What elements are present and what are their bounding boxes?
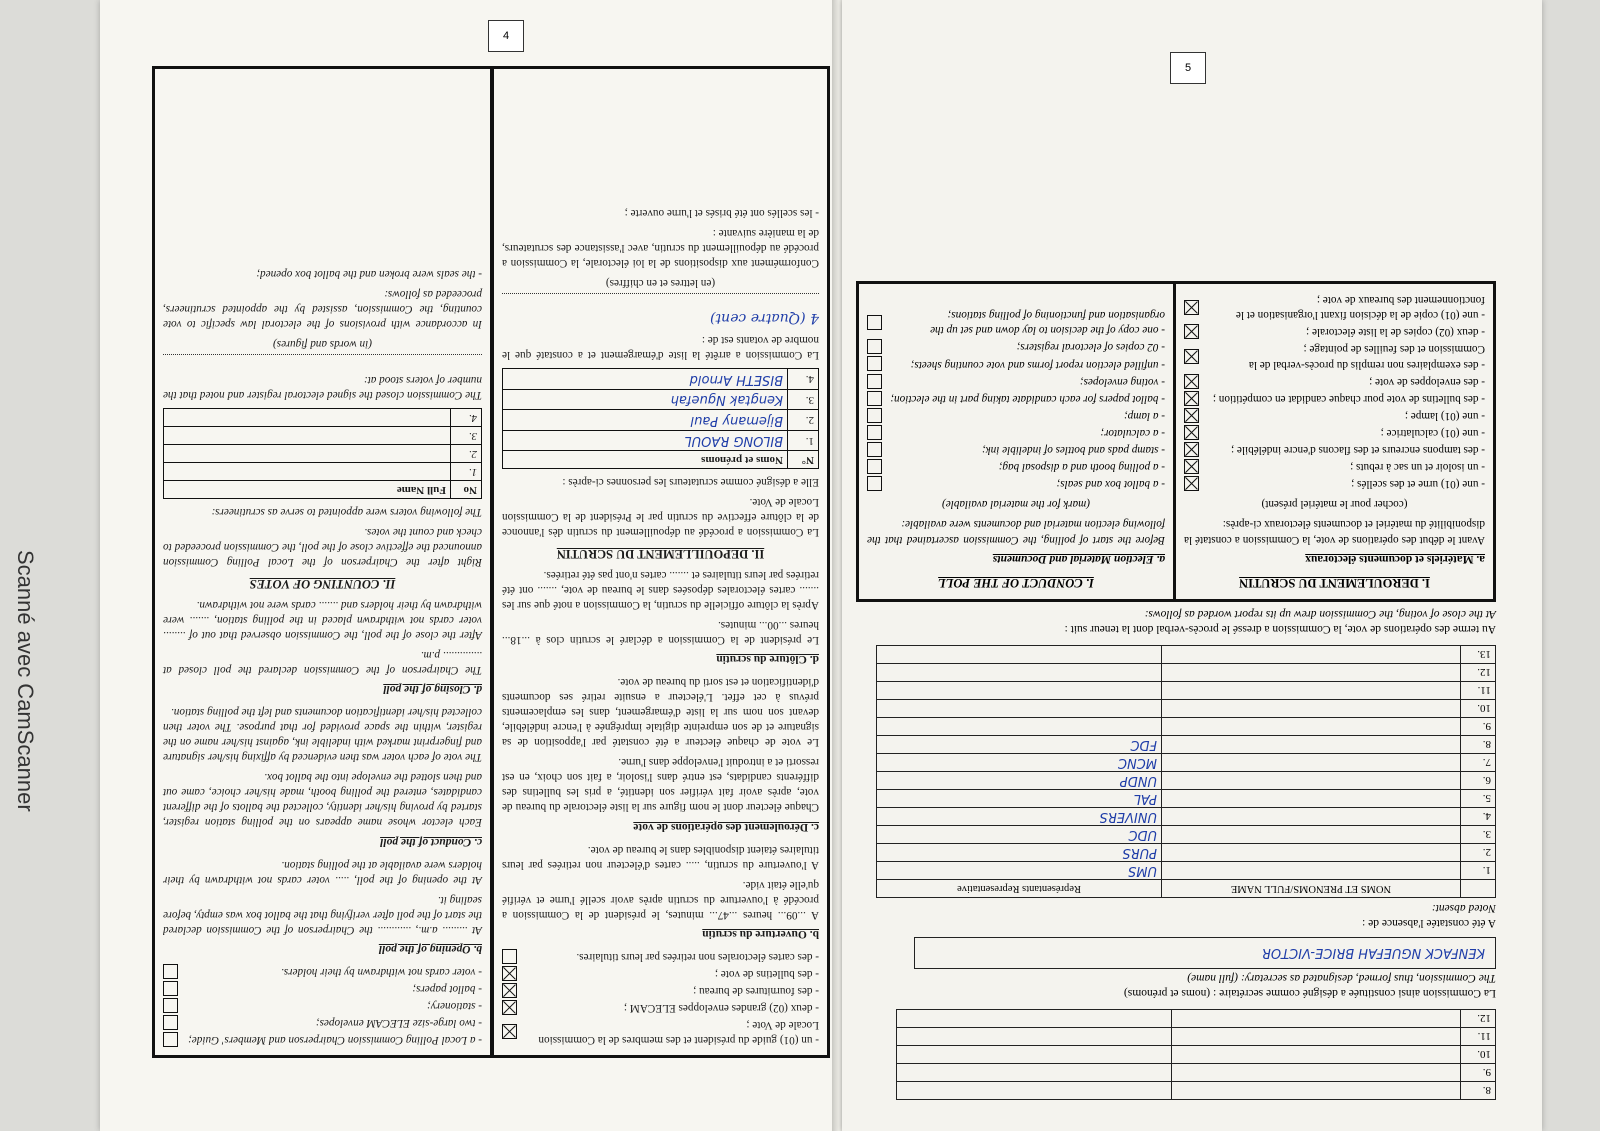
section-b-text2-en: At the opening of the poll, ..... voter cards not withdrawn by their holders were available at the polling station. (163, 858, 482, 886)
material-subtitle-fr: a. Matériels et documents électoraux (1305, 553, 1485, 566)
checkbox[interactable] (1184, 349, 1199, 364)
material-fr-item-label: - des tampons encreurs et des flacons d'encre indélébile ; (1231, 444, 1485, 457)
scrutineer-name (164, 445, 451, 463)
material-en-item-label: - unfilled election report forms and vote counting sheets; (910, 358, 1165, 371)
row-number: 2. (451, 445, 482, 463)
member-role-cell (897, 1064, 1172, 1082)
material-fr-item-label: - un isoloir et un sac à rebuts ; (1350, 461, 1485, 474)
col-representative: Représentants Representative (877, 880, 1162, 898)
members-table-continued (896, 1009, 1496, 1100)
opening-material-fr-item-label: - un (01) guide du président et des membres de la Commission Locale de Vote ; (538, 1019, 819, 1046)
opening-material-fr-item (502, 949, 819, 964)
scrutineers-table-en (163, 408, 482, 499)
checkbox[interactable] (1184, 324, 1199, 339)
scrutineer-row (503, 410, 819, 430)
material-checklist-fr (1184, 292, 1485, 491)
checkbox[interactable] (867, 339, 882, 354)
representative-row (877, 646, 1496, 664)
material-fr-item-label: - une (01) calculatrice ; (1380, 426, 1485, 439)
representative-row (877, 790, 1496, 808)
checkbox[interactable] (502, 1000, 517, 1015)
scrutineer-name: BILONG RAOUL (503, 430, 788, 450)
member-role-cell (897, 1010, 1172, 1028)
section-d-text2-en: After the close of the poll, the Commission observed that out of ........ voter cards not withdrawn placed in the polling station, ....... were withdrawn by their holders and ....... cards were not withdrawn. (163, 598, 482, 641)
watermark-text: Scanné avec CamScanner (13, 550, 38, 812)
section-b-text-fr: A ...09... heures ...47... minutes, le président de la Commission a procédé à l'ouverture du scrutin après avoir scellé l'urne et vérifié qu'elle était vide. (502, 878, 819, 921)
checkbox[interactable] (867, 374, 882, 389)
representative-party (877, 682, 1162, 700)
counting-text3-en: In accordance with provisions of the electoral law specific to vote counting, the Commission, assisted by the appointed scrutineers, proceeded as follows: (163, 288, 482, 331)
representative-name-cell (1162, 754, 1461, 772)
member-row (897, 1064, 1496, 1082)
representative-name-cell (1162, 826, 1461, 844)
section-c-text2-fr: Le vote de chaque électeur a été constaté par l'apposition de sa signature et de son empreinte digitale imprégnée à l'encre indélébile, devant son nom sur la liste d'émargement, dans les emplacements prévus à cet effet. L'électeur a ensuite retiré ses documents d'identification et est sorti du bureau de vote. (502, 676, 819, 749)
opening-material-fr-item (502, 983, 819, 998)
scrutineer-name: Bijemany Paul (503, 410, 788, 430)
material-en-item (867, 408, 1165, 423)
scrutineer-name (164, 427, 451, 445)
opening-material-list-en (163, 964, 482, 1047)
material-en-item (867, 459, 1165, 474)
secretary-name-box (914, 937, 1496, 969)
representative-row (877, 772, 1496, 790)
row-number: 1. (788, 430, 819, 450)
english-column (152, 66, 491, 1058)
representative-party: FDC (877, 736, 1162, 754)
material-en-item (867, 476, 1165, 491)
material-fr-item (1184, 476, 1485, 491)
opening-material-fr-item-label: - des fournitures de bureau ; (693, 985, 819, 997)
dotted-line (163, 354, 482, 367)
checkbox[interactable] (1184, 459, 1199, 474)
row-number: 12. (1461, 664, 1496, 682)
section-d-text-fr: Le président de la Commission a déclaré le scrutin clos à ...18... heures ...00... minutes. (502, 618, 819, 646)
row-number: 1. (451, 463, 482, 481)
representative-row (877, 736, 1496, 754)
material-fr-item (1184, 459, 1485, 474)
opening-material-en-item-label: - stationery; (427, 1000, 482, 1012)
secretary-label-fr: La Commission ainsi constituée a désigné comme secrétaire : (noms et prénoms) (1123, 987, 1496, 999)
scrutineer-name (164, 463, 451, 481)
conduct-french-column (1176, 284, 1493, 599)
row-number: 10. (1461, 700, 1496, 718)
col-full-name: NOMS ET PRENOMS/FULL NAME (1162, 880, 1461, 898)
counting-text2-fr: Elle a désigné comme scrutateurs les personnes ci-après : (562, 476, 819, 489)
member-name-cell (1172, 1082, 1461, 1100)
section-b-title-fr: b. Ouverture du scrutin (702, 928, 819, 940)
representative-row (877, 718, 1496, 736)
representative-party: MCNC (877, 754, 1162, 772)
representative-party: PAL (877, 790, 1162, 808)
representative-name-cell (1162, 790, 1461, 808)
checkbox[interactable] (867, 356, 882, 371)
opening-material-en-item-label: - two large-size ELECAM envelopes; (315, 1017, 482, 1029)
col-number: No (451, 481, 482, 499)
opening-material-fr-item (502, 1017, 819, 1047)
section-d-text2-fr: Après la clôture officielle du scrutin, la Commission a noté que sur les ....... cartes électorales déposées dans le bureau de vote, ....... ont été retirées par leurs titulaires et ....... cartes n'ont pas été retirées. (502, 568, 819, 611)
voters-count-label-fr: La Commission a arrêté la liste d'émargement et a constaté que le nombre de votants est de : (502, 334, 819, 362)
row-number: 12. (1461, 1010, 1496, 1028)
checkbox[interactable] (1184, 476, 1199, 491)
scrutineer-row (164, 409, 482, 427)
section-c-text-fr: Chaque électeur dont le nom figure sur la liste électorale du bureau de vote, après avoir fait vérifier son identité, a pris les bulletins des différents candidats, est entré dans l'isoloir, a fait son choix, en est ressorti et a introduit l'enveloppe dans l'urne. (502, 756, 819, 814)
material-fr-item-label: - une (01) copie de la décision fixant l'organisation et le fonctionnement des bureaux de vote ; (1235, 294, 1485, 322)
material-en-item-label: - a ballot box and seals; (1056, 478, 1165, 491)
material-en-item-label: - a lamp; (1123, 409, 1165, 422)
opening-material-fr-item-label: - des cartes électorales non retirées par leurs titulaires. (576, 951, 819, 963)
scrutineer-row (503, 369, 819, 389)
row-number: 3. (788, 389, 819, 409)
representative-row (877, 844, 1496, 862)
opening-material-list-fr (502, 949, 819, 1047)
material-en-item-label: - a calculator; (1100, 426, 1165, 439)
opening-material-en-item (163, 998, 482, 1013)
representative-party (877, 646, 1162, 664)
opening-material-fr-item-label: - des bulletins de vote ; (714, 968, 819, 980)
right-page-flow (856, 281, 1496, 1100)
checkbox[interactable] (867, 315, 882, 330)
checkbox[interactable] (867, 408, 882, 423)
material-fr-item (1184, 324, 1485, 339)
material-fr-item (1184, 374, 1485, 389)
checkbox[interactable] (163, 981, 178, 996)
dotted-line (502, 293, 819, 306)
material-checklist-en (867, 307, 1165, 491)
section-b-text-en: At ......... a.m., ............ the Chairperson of the Commission declared the start of the poll after verifying that the ballot box was empty, before sealing it. (162, 893, 482, 936)
material-fr-item-label: - des enveloppes de vote ; (1369, 375, 1485, 388)
report-intro-en: At the close of voting, the Commission drew up its report worded as follows: (1144, 608, 1496, 620)
representative-row (877, 700, 1496, 718)
checkbox[interactable] (1184, 425, 1199, 440)
voters-count-label-en: The Commission closed the signed electoral register and noted that the number of voters stood at: (163, 374, 482, 402)
checkbox[interactable] (1184, 391, 1199, 406)
member-name-cell (1172, 1010, 1461, 1028)
col-number: N° (788, 451, 819, 469)
row-number: 9. (1461, 1064, 1496, 1082)
material-fr-item-label: - des exemplaires non remplis du procès-verbal de la Commission et des feuilles de pointage ; (1248, 343, 1485, 371)
section-b-text2-fr: A l'ouverture du scrutin, ..... cartes d'électeur non retirées par leurs titulaires étaient disponibles dans le bureau de vote. (502, 843, 819, 871)
material-en-item (867, 374, 1165, 389)
report-intro-fr: Au terme des opérations de vote, la Commission a dressé le procès-verbal dont la teneur suit : (1064, 623, 1496, 635)
material-en-item-label: - a polling booth and a disposal bag; (998, 461, 1165, 474)
material-intro-en: Before the start of polling, the Commission ascertained that the following election material and documents were available: (867, 518, 1165, 546)
row-number: 7. (1461, 754, 1496, 772)
checkbox[interactable] (502, 983, 517, 998)
absent-representatives-table (876, 645, 1496, 898)
material-en-item (867, 442, 1165, 457)
representative-name-cell (1162, 682, 1461, 700)
representative-party: UNIVERS (877, 808, 1162, 826)
row-number: 11. (1461, 682, 1496, 700)
material-en-item (867, 425, 1165, 440)
opening-material-en-item-label: - ballot papers; (412, 983, 482, 995)
scrutineer-row (164, 427, 482, 445)
material-en-item-label: - stamp pads and bottles of indelible ink; (981, 444, 1165, 457)
representative-row (877, 862, 1496, 880)
section-d-title-fr: d. Clôture du scrutin (716, 653, 819, 666)
representative-party (877, 700, 1162, 718)
representative-row (877, 664, 1496, 682)
counting-text3-fr: Conformément aux dispositions de la loi électorale, la Commission a procédé au dépouillement du scrutin, avec l'assistance des scrutateurs, de la manière suivante : (502, 226, 819, 269)
checkbox[interactable] (867, 476, 882, 491)
material-fr-item (1184, 408, 1485, 423)
material-fr-item (1184, 391, 1485, 406)
col-names: Full Name (164, 481, 451, 499)
material-intro-fr: Avant le début des opérations de vote, la Commission a constaté la disponibilité du matériel et documents électoraux ci-après: (1184, 518, 1485, 546)
material-en-item-label: - 02 copies of electoral registers; (1016, 341, 1165, 354)
representative-name-cell (1162, 844, 1461, 862)
checkbox[interactable] (502, 966, 517, 981)
counting-text-fr: La Commission a procédé au dépouillement du scrutin dès l'annonce de la clôture effective du scrutin par le Président de la Commission Locale de Vote. (502, 496, 819, 539)
conduct-title-en: I. CONDUCT OF THE POLL (938, 576, 1094, 590)
material-fr-item-label: - une (01) lampe ; (1404, 409, 1485, 422)
checkbox[interactable] (867, 391, 882, 406)
col-names: Noms et prénoms (503, 451, 788, 469)
section-c-title-fr: c. Déroulement des opérations de vote (633, 820, 819, 833)
representative-row (877, 808, 1496, 826)
opening-material-en-item (163, 1015, 482, 1030)
representative-row (877, 682, 1496, 700)
checkbox[interactable] (502, 1025, 517, 1040)
row-number: 1. (1461, 862, 1496, 880)
representative-name-cell (1162, 736, 1461, 754)
material-fr-item-label: - des bulletins de vote pour chaque candidat en compétition ; (1212, 392, 1485, 405)
section-b-title-en: b. Opening of the poll (378, 943, 482, 955)
left-page-content (152, 66, 830, 1058)
representative-row (877, 826, 1496, 844)
representative-name-cell (1162, 664, 1461, 682)
representative-party: UMS (877, 862, 1162, 880)
member-name-cell (1172, 1028, 1461, 1046)
voters-count-hint-fr: (en lettres et en chiffres) (605, 276, 716, 289)
member-row (897, 1046, 1496, 1064)
conduct-of-poll-box (856, 281, 1496, 602)
section-d-title-en: d. Closing of the poll (383, 683, 482, 696)
secretary-name-handwritten: KENFACK NGUEFAH BRICE-VICTOR (1261, 945, 1485, 960)
row-number: 8. (1461, 1082, 1496, 1100)
representative-name-cell (1162, 700, 1461, 718)
member-role-cell (897, 1082, 1172, 1100)
scrutineers-table-fr (502, 368, 819, 469)
representative-party: UDC (877, 826, 1162, 844)
material-en-item-label: - ballot papers for each candidate taking part in the election; (890, 392, 1165, 405)
representative-row (877, 754, 1496, 772)
row-number: 6. (1461, 772, 1496, 790)
checkbox[interactable] (1184, 374, 1199, 389)
row-number: 13. (1461, 646, 1496, 664)
checkbox[interactable] (163, 1015, 178, 1030)
member-row (897, 1010, 1496, 1028)
french-column (491, 66, 830, 1058)
scrutineer-row (164, 463, 482, 481)
opening-material-en-item (163, 981, 482, 996)
right-page-marker: 5 (1170, 52, 1206, 84)
row-number: 10. (1461, 1046, 1496, 1064)
material-fr-item (1184, 341, 1485, 371)
material-en-item (867, 307, 1165, 337)
secretary-label-en: The Commission, thus formed, designated as secretary: (full name) (1187, 972, 1496, 984)
representative-party: PURS (877, 844, 1162, 862)
section-c-text2-en: The vote of each voter was then evidenced by affixing his/her signature and fingerprint marked with indelible ink, against his/her name on the register, within the space provided for that purpose. The voter then collected his/her identification documents and left the polling station. (163, 706, 482, 764)
voters-count-handwritten: 4 (Quatre cent) (710, 310, 819, 327)
row-number: 4. (788, 369, 819, 389)
material-hint-fr: (cocher pour le matériel présent) (1261, 498, 1408, 511)
material-subtitle-en: a. Election Material and Documents (992, 553, 1165, 566)
counting-title-fr: II. DEPOUILLEMENT DU SCRUTIN (556, 546, 765, 561)
conduct-title-fr: I. DEROULEMENT DU SCRUTIN (1239, 576, 1430, 590)
absent-label-fr: A été constatée l'absence de : (1362, 917, 1496, 929)
row-number: 4. (1461, 808, 1496, 826)
representative-name-cell (1162, 646, 1461, 664)
material-en-item (867, 391, 1165, 406)
counting-title-en: II. COUNTING OF VOTES (249, 576, 396, 591)
conduct-english-column (859, 284, 1176, 599)
material-hint-en: (mark for the material available) (942, 498, 1090, 511)
row-number: 5. (1461, 790, 1496, 808)
row-number: 2. (788, 410, 819, 430)
checkbox[interactable] (1184, 442, 1199, 457)
material-en-item (867, 356, 1165, 371)
opening-material-fr-item (502, 1000, 819, 1015)
material-en-item-label: - one copy of the decision to lay down and set up the organisation and functioning of polling stations; (930, 309, 1165, 337)
section-d-text-en: The Chairperson of the Commission declared the poll closed at .............. p.m. (163, 648, 482, 676)
col-number (1461, 880, 1496, 898)
checkbox[interactable] (1184, 408, 1199, 423)
checkbox[interactable] (163, 964, 178, 979)
representative-party (877, 664, 1162, 682)
row-number: 3. (451, 427, 482, 445)
section-c-title-en: c. Conduct of the poll (380, 835, 482, 848)
row-number: 2. (1461, 844, 1496, 862)
right-page-content (846, 66, 1506, 1100)
checkbox[interactable] (867, 425, 882, 440)
member-role-cell (897, 1046, 1172, 1064)
representative-name-cell (1162, 862, 1461, 880)
row-number: 4. (451, 409, 482, 427)
opening-material-fr-item (502, 966, 819, 981)
checkbox[interactable] (502, 949, 517, 964)
material-en-item-label: - voting envelopes; (1079, 375, 1165, 388)
scrutineer-name (164, 409, 451, 427)
checkbox[interactable] (1184, 300, 1199, 315)
opening-material-en-item-label: - a Local Polling Commission Chairperson and Members' Guide; (188, 1034, 482, 1046)
member-role-cell (897, 1028, 1172, 1046)
scrutineer-row (164, 445, 482, 463)
representative-party: UNDP (877, 772, 1162, 790)
scrutineer-row (503, 389, 819, 409)
material-fr-item (1184, 442, 1485, 457)
scrutineer-row (503, 430, 819, 450)
member-row (897, 1082, 1496, 1100)
voters-count-hint-en: (in words and figures) (273, 338, 372, 351)
row-number: 3. (1461, 826, 1496, 844)
counting-text2-en: The following voters were appointed to serve as scrutineers: (211, 506, 482, 519)
representative-party (877, 718, 1162, 736)
checkbox[interactable] (163, 998, 178, 1013)
absent-label-en: Noted absent: (1431, 902, 1496, 914)
representative-name-cell (1162, 772, 1461, 790)
member-name-cell (1172, 1046, 1461, 1064)
material-en-item (867, 339, 1165, 354)
row-number: 8. (1461, 736, 1496, 754)
member-name-cell (1172, 1064, 1461, 1082)
checkbox[interactable] (867, 459, 882, 474)
row-number: 11. (1461, 1028, 1496, 1046)
opening-material-en-item (163, 1032, 482, 1047)
counting-text4-en: - the seals were broken and the ballot box opened; (256, 268, 482, 281)
counting-text4-fr: - les scellés ont été brisés et l'urne ouverte ; (624, 206, 819, 219)
material-fr-item-label: - deux (02) copies de la liste électorale ; (1306, 326, 1485, 339)
opening-material-fr-item-label: - deux (02) grandes enveloppes ELECAM ; (623, 1002, 819, 1014)
row-number: 9. (1461, 718, 1496, 736)
checkbox[interactable] (867, 442, 882, 457)
material-fr-item-label: - une (01) urne et des scellés ; (1351, 478, 1485, 491)
section-c-text-en: Each elector whose name appears on the polling station register, started by proving his/her identity, collected the ballots of the different candidates, entered the polling booth, made his/her choice, came out and then slotted the envelope into the ballot box. (163, 771, 482, 829)
member-row (897, 1028, 1496, 1046)
material-fr-item (1184, 425, 1485, 440)
camscanner-watermark (8, 550, 68, 1110)
opening-material-en-item-label: - voter cards not withdrawn by their holders. (281, 966, 482, 978)
scrutineer-name: Kengtak Nguefah (503, 389, 788, 409)
opening-material-en-item (163, 964, 482, 979)
counting-text-en: Right after the Chairperson of the Local Polling Commission announced the effective close of the poll, the Commission proceeded to check and count the votes. (163, 526, 482, 569)
representative-name-cell (1162, 808, 1461, 826)
checkbox[interactable] (163, 1032, 178, 1047)
left-page-marker: 4 (488, 20, 524, 52)
representative-name-cell (1162, 718, 1461, 736)
material-fr-item (1184, 292, 1485, 322)
scrutineer-name: BISETH Arnold (503, 369, 788, 389)
